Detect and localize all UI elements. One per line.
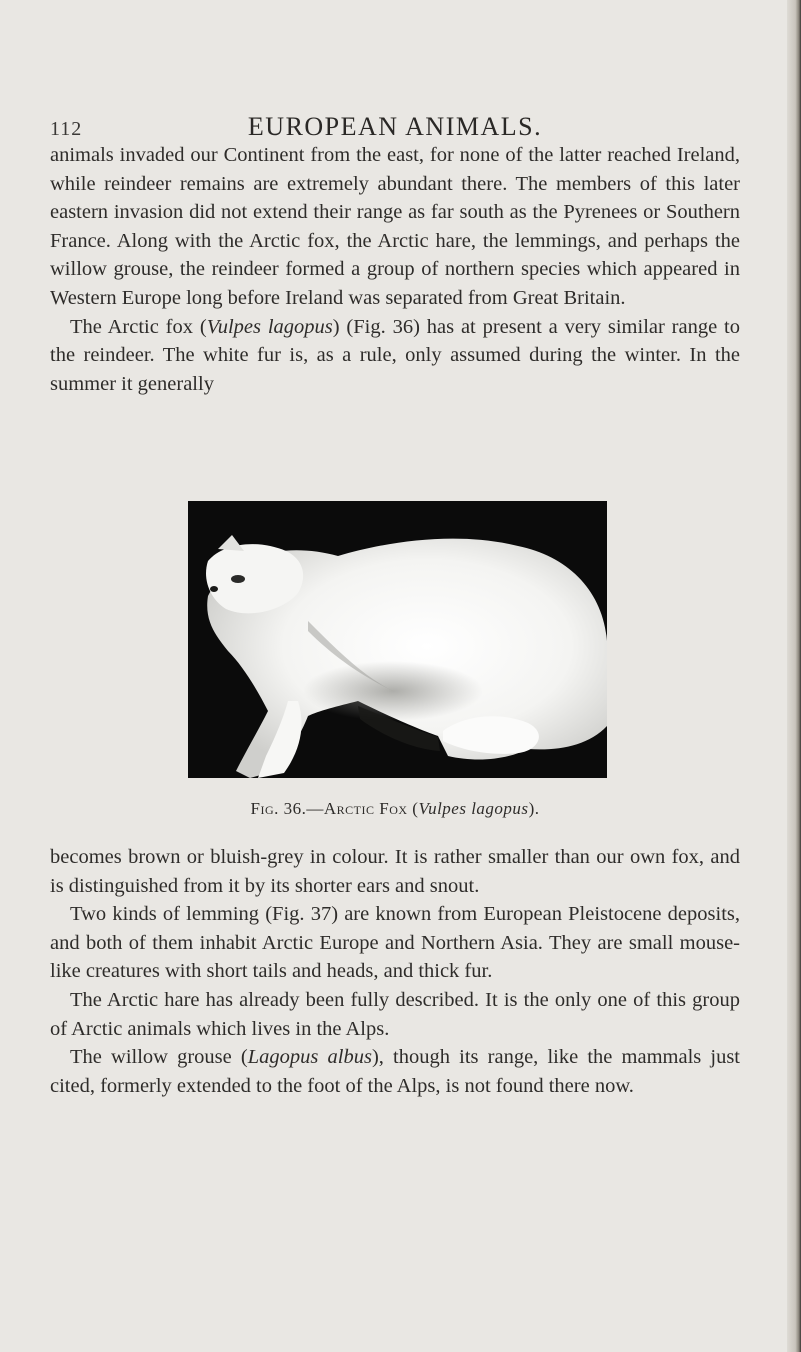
page-number: 112: [50, 118, 83, 140]
paragraph: The Arctic hare has already been fully described. It is the only one of this group of Arctic animals which lives in the Alps.: [50, 988, 740, 1040]
caption-end: ).: [528, 799, 540, 818]
paragraph: [50, 1043, 740, 1100]
text-run: The willow grouse (: [70, 1046, 248, 1069]
text-run: ), though its range, like the mammals just cited, formerly extended to the foot of the Alps, is not found there now.: [50, 1046, 741, 1097]
text-block-bottom: [50, 843, 740, 1100]
species-name: Vulpes lagopus: [206, 315, 333, 338]
paragraph: animals invaded our Continent from the east, for none of the latter reached Ireland, while reindeer remains are extremely abundant there. The members of this later eastern invasion did not extend their range as far south as the Pyrenees or Southern France. Along with the Arctic fox, the Arctic hare, the lemmings, and perhaps the willow grouse, the reindeer formed a group of northern species which appeared in Western Europe long before Ireland was separated from Great Britain.: [50, 144, 740, 309]
page-edge: [787, 0, 801, 1352]
paragraph: Two kinds of lemming (Fig. 37) are known from European Pleistocene deposits, and both of them inhabit Arctic Europe and Northern Asia. They are small mouse-like creatures with short tails and heads, and thick fur.: [50, 903, 740, 983]
fox-eye: [231, 575, 245, 583]
species-name: Lagopus albus: [247, 1046, 372, 1069]
caption-label: Fig. 36.—Arctic Fox (: [250, 799, 419, 818]
caption-species: Vulpes lagopus: [418, 799, 529, 818]
running-head: EUROPEAN ANIMALS.: [247, 112, 543, 141]
paragraph: [50, 313, 740, 399]
text-run: The Arctic fox (: [70, 315, 207, 338]
fox-nose: [210, 586, 218, 592]
arctic-fox-illustration: [188, 501, 607, 778]
paragraph: becomes brown or bluish-grey in colour. It is rather smaller than our own fox, and is distinguished from it by its shorter ears and snout.: [50, 846, 740, 897]
text-run: ) (Fig. 36) has at present a very similar range to the reindeer. The white fur is, as a rule, only assumed during the winter. In the summer it generally: [50, 315, 740, 395]
text-block-top: [50, 141, 740, 398]
figure-caption: [50, 799, 740, 819]
arctic-fox-photo: [188, 501, 607, 778]
